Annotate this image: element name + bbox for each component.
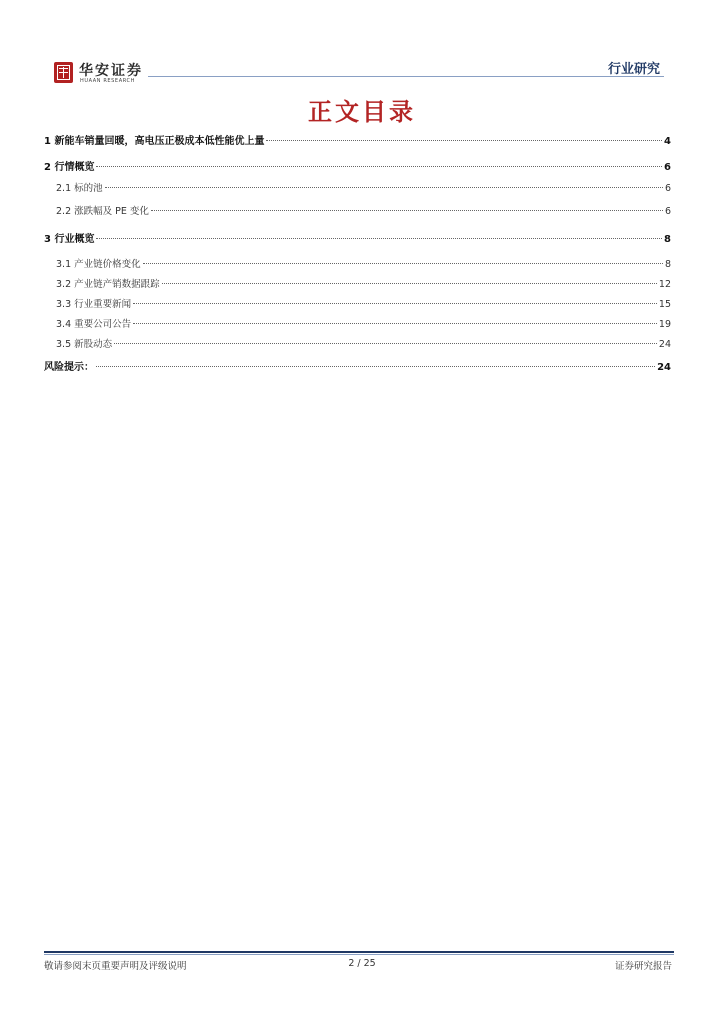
toc-dot-leader [133, 323, 657, 324]
toc-entry[interactable] [44, 257, 671, 273]
toc-entry-label: 3.4 重要公司公告 [56, 319, 132, 330]
toc-entry[interactable] [44, 181, 671, 197]
toc-entry[interactable] [44, 360, 671, 376]
toc-entry-page: 6 [664, 206, 671, 217]
toc-entry-page: 15 [658, 299, 671, 310]
brand-name: 华安证券 [79, 63, 143, 79]
report-type: 证券研究报告 [614, 961, 672, 972]
page-header [0, 0, 724, 95]
toc-entry-page: 6 [664, 183, 671, 194]
huaan-logo-seal-icon [54, 62, 73, 83]
toc-entry-label: 3.5 新股动态 [56, 339, 113, 350]
toc-dot-leader [96, 366, 655, 367]
toc-entry-page: 8 [664, 234, 671, 245]
toc-entry-label: 3.2 产业链产销数据跟踪 [56, 279, 160, 290]
toc-dot-leader [133, 303, 657, 304]
toc-entry-label: 1 新能车销量回暖，高电压正极成本低性能优上量 [44, 136, 265, 147]
toc-entry-label: 3.1 产业链价格变化 [56, 259, 141, 270]
page-indicator: 2 / 25 [348, 958, 376, 969]
toc-entry[interactable] [44, 317, 671, 333]
toc-entry-label: 2.2 涨跌幅及 PE 变化 [56, 206, 149, 217]
toc-entry-page: 19 [658, 319, 671, 330]
toc-entry-label: 2.1 标的池 [56, 183, 103, 194]
toc-dot-leader [143, 263, 663, 264]
toc-title: 正文目录 [308, 97, 416, 126]
toc-entry[interactable] [44, 277, 671, 293]
toc-dot-leader [105, 187, 663, 188]
brand-subtitle: HUAAN RESEARCH [80, 78, 135, 84]
toc-entry-label: 3 行业概览 [44, 234, 95, 245]
toc-entry-page: 12 [658, 279, 671, 290]
header-divider [148, 76, 664, 77]
toc-entry-page: 4 [664, 136, 671, 147]
toc-dot-leader [266, 140, 662, 141]
toc-entry[interactable] [44, 134, 671, 150]
toc-entry-label: 风险提示： [44, 362, 94, 373]
section-label: 行业研究 [607, 62, 660, 77]
toc-dot-leader [114, 343, 657, 344]
toc-entry-label: 3.3 行业重要新闻 [56, 299, 132, 310]
toc-dot-leader [151, 210, 663, 211]
toc-entry[interactable] [44, 160, 671, 176]
toc-entry[interactable] [44, 232, 671, 248]
toc-entry-page: 8 [664, 259, 671, 270]
footer-disclaimer: 敬请参阅末页重要声明及评级说明 [44, 961, 187, 972]
toc-entry[interactable] [44, 297, 671, 313]
toc-entry-page: 6 [664, 162, 671, 173]
toc-dot-leader [162, 283, 657, 284]
toc-entry[interactable] [44, 337, 671, 353]
toc-entry-page: 24 [658, 339, 671, 350]
toc-entry[interactable] [44, 204, 671, 220]
toc-entry-label: 2 行情概览 [44, 162, 95, 173]
footer-divider-thin [44, 954, 674, 955]
footer-divider [44, 951, 674, 953]
toc-dot-leader [96, 166, 662, 167]
toc-dot-leader [96, 238, 662, 239]
toc-entry-page: 24 [657, 362, 671, 373]
